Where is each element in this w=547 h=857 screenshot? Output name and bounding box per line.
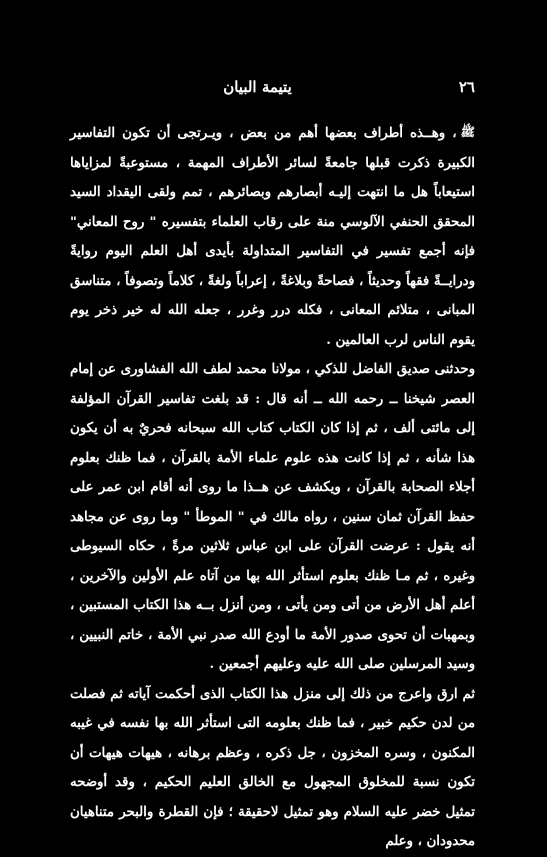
page-header [40, 78, 475, 102]
page-number: ٢٦ [458, 78, 475, 96]
paragraph-1-text: ، وهــذه أطراف بعضها أهم من بعض ، ويـرتجى أن تكون التفاسير الكبيرة ذكرت قبلها جامعةً لسائر الأطراف المهمة ، مستوعبةً لمزاياها استيعاباً هل ما انتهت إليـه أبصارهم وبصائرهم ، تمم ولقى اليقداد السيد المحقق الحنفي الآلوسي منة على رقاب العلماء بتفسيره " روح المعاني" فإنه أجمع تفسير في التفاسير المتداولة بأيدى أهل العلم اليوم روايةً ودرايــةً فقهاً وحديثاً ، فصاحةً وبلاغةً ، إعراباً ولغةً ، كلاماً وتصوفاً ، متناسق المبانى ، متلائم المعانى ، فكله درر وغرر ، جعله الله له خير ذخر يوم يقوم الناس لرب العالمين . [70, 126, 475, 348]
paragraph-3: ثم ارق واعرج من ذلك إلى منزل هذا الكتاب الذى أحكمت آياته ثم فصلت من لدن حكيم خبير ، فما ظنك بعلومه التى استأثر الله بها نفسه في غيبه المكنون ، وسره المخزون ، جل ذكره ، وعظم برهانه ، هيهات هيهات أن تكون نسبة للمخلوق المجهول مع الخالق العليم الحكيم ، وقد أوضحه تمثيل خضر عليه السلام وهو تمثيل لاحقيقة ؛ فإن القطرة والبحر متناهيان محدودان ، وعلم [70, 686, 475, 849]
honorific-symbol: ﷺ [460, 125, 475, 139]
running-title: يتيمة البيان [223, 78, 292, 96]
paragraph-2: وحدثنى صديق الفاضل للذكي ، مولانا محمد لطف الله الفشاورى عن إمام العصر شيخنا ــ رحمه الله ــ أنه قال : قد بلغت تفاسير القرآن المؤلفة إلى مائتى ألف ، ثم إذا كان الكتاب كتاب الله سبحانه فحريٌ به أن يكون هذا شأنه ، ثم إذا كانت هذه علوم علماء الأمة بالقرآن ، فما ظنك بعلوم أجلاء الصحابة بالقرآن ، ويكشف عن هــذا ما روى أنه أقام ابن عمر على حفظ القرآن ثمان سنين ، رواه مالك في " الموطأ " وما روى عن مجاهد أنه يقول : عرضت القرآن على ابن عباس ثلاثين مرةً ، حكاه السيوطى وغيره ، ثم مـا ظنك بعلوم استأثر الله بها من آتاه علم الأولين والآخرين ، أعلم أهل الأرض من أتى ومن يأتى ، ومن أنزل بــه هذا الكتاب المستبين ، وبمهبات أن تحوى صدور الأمة ما أودع الله صدر نبي الأمة ، خاتم النبيين ، وسيد المرسلين صلى الله عليه وعليهم أجمعين . [70, 362, 475, 672]
paragraph-1 [70, 118, 475, 355]
body-text [70, 118, 475, 857]
